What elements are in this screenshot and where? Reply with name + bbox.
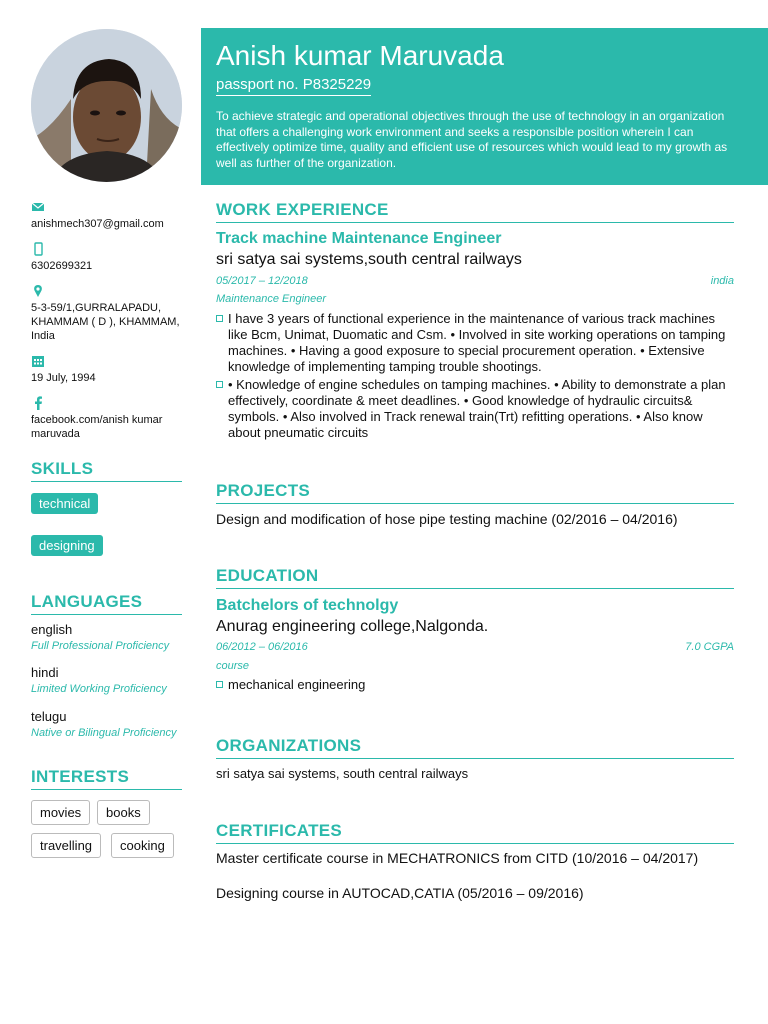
skill-tag: designing [31, 535, 103, 556]
certificate-item: Designing course in AUTOCAD,CATIA (05/2016 – 09/2016) [216, 885, 584, 901]
work-bullet: I have 3 years of functional experience in the maintenance of various track machines like Bcm, Unimat, Duomatic and Csm. • Involved in site working operations on tamping machines. • Having a good exposure to special procurement operation. • Extensive knowledge of implementing tamping trouble shootings. [216, 311, 733, 375]
language-item [31, 665, 167, 697]
education-grade: 7.0 CGPA [685, 641, 734, 653]
degree-title: Batchelors of technolgy [216, 597, 399, 614]
language-item [31, 709, 177, 741]
education-heading: EDUCATION [216, 566, 734, 589]
candidate-name: Anish kumar Maruvada [216, 40, 504, 71]
header-banner [201, 28, 768, 185]
person-photo-icon [31, 29, 182, 182]
projects-heading: PROJECTS [216, 481, 734, 504]
skill-tag: technical [31, 493, 98, 514]
profile-photo [31, 29, 182, 182]
phone-icon [31, 242, 45, 256]
contact-dob [31, 354, 186, 385]
job-role: Maintenance Engineer [216, 293, 327, 305]
contact-address [31, 284, 186, 343]
language-item [31, 622, 169, 654]
contact-info [31, 200, 186, 452]
email-text[interactable]: anishmech307@gmail.com [31, 218, 164, 230]
dob-text: 19 July, 1994 [31, 372, 96, 384]
contact-facebook [31, 396, 186, 441]
location-icon [31, 284, 45, 298]
organization-item: sri satya sai systems, south central railways [216, 766, 469, 781]
contact-phone [31, 242, 186, 273]
company-name: sri satya sai systems,south central railways [216, 251, 522, 268]
interest-tag: books [97, 800, 150, 825]
language-level: Native or Bilingual Proficiency [31, 727, 177, 739]
work-bullet: • Knowledge of engine schedules on tamping machines. • Ability to demonstrate a plan effectively, coordinate & meet deadlines. • Good knowledge of hydraulic circuits& symbols. • Also involved in Track renewal train(Trt) refitting operations. • Also know about pneumatic circuits [216, 377, 733, 441]
job-location: india [710, 275, 734, 287]
job-title: Track machine Maintenance Engineer [216, 230, 502, 247]
education-dates: 06/2012 – 06/2016 [216, 641, 308, 653]
certificate-item: Master certificate course in MECHATRONICS from CITD (10/2016 – 04/2017) [216, 850, 699, 866]
contact-email [31, 200, 186, 231]
objective-text: To achieve strategic and operational objectives through the use of technology in an organization that offers a challenging work environment and seeks a responsible position wherein I can effectively optimize time, quality and efficient use of resources which would lead to my growth as well as further of the organization. [216, 109, 728, 170]
facebook-icon [31, 396, 45, 410]
calendar-icon [31, 354, 45, 368]
course-item: mechanical engineering [216, 677, 733, 693]
language-name: telugu [31, 709, 67, 724]
language-level: Limited Working Proficiency [31, 683, 167, 695]
school-name: Anurag engineering college,Nalgonda. [216, 618, 489, 635]
interest-tag: travelling [31, 833, 101, 858]
work-experience-heading: WORK EXPERIENCE [216, 200, 734, 223]
certificates-heading: CERTIFICATES [216, 821, 734, 844]
skills-heading: SKILLS [31, 459, 182, 482]
passport-number: passport no. P8325229 [216, 76, 371, 96]
interest-tag: movies [31, 800, 90, 825]
project-item: Design and modification of hose pipe testing machine (02/2016 – 04/2016) [216, 511, 678, 527]
language-name: hindi [31, 665, 59, 680]
phone-text: 6302699321 [31, 260, 93, 272]
facebook-text[interactable]: facebook.com/anish kumar maruvada [31, 414, 163, 440]
language-level: Full Professional Proficiency [31, 640, 170, 652]
address-text: 5-3-59/1,GURRALAPADU, KHAMMAM ( D ), KHAMMAM, India [31, 302, 180, 342]
organizations-heading: ORGANIZATIONS [216, 736, 734, 759]
language-name: english [31, 622, 73, 637]
languages-heading: LANGUAGES [31, 592, 182, 615]
interest-tag: cooking [111, 833, 174, 858]
job-dates: 05/2017 – 12/2018 [216, 275, 308, 287]
email-icon [31, 200, 45, 214]
course-label: course [216, 660, 250, 672]
interests-heading: INTERESTS [31, 767, 182, 790]
